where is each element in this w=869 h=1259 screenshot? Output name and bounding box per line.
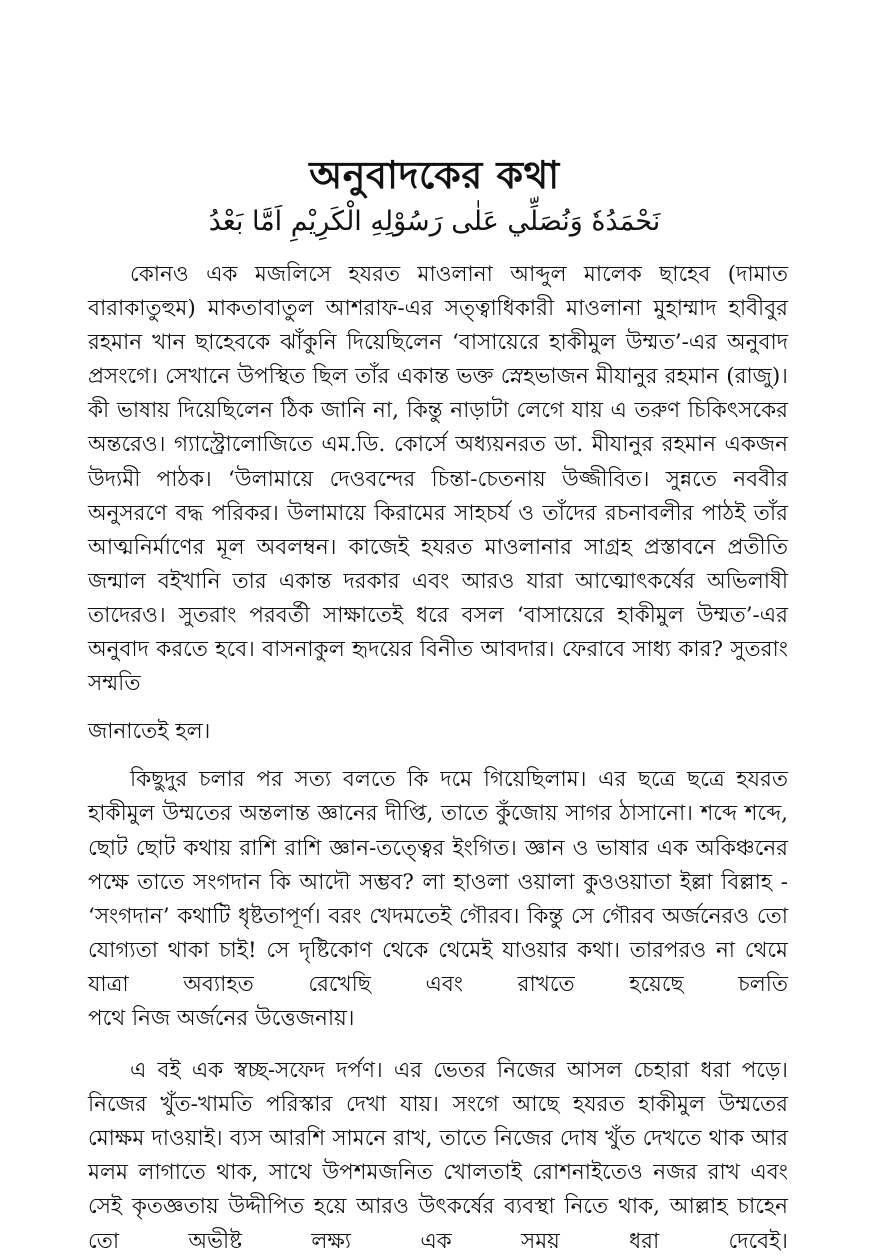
paragraph-2-text: কিছুদুর চলার পর সত্য বলতে কি দমে গিয়েছিলাম। এর ছত্রে ছত্রে হযরত হাকীমুল উম্মতের অন্তলান্ত জ্ঞানের দীপ্তি, তাতে কুঁজোয় সাগর ঠাসানো। শব্দে শব্দে, ছোট ছোট কথায় রাশি রাশি জ্ঞান-তত্ত্বের ইংগিত। জ্ঞান ও ভাষার এক অকিঞ্চনের পক্ষে তাতে সংগদান কি আদৌ সম্ভব? লা হাওলা ওয়ালা কুওওয়াতা ইল্লা বিল্লাহ - ‘সংগদান’ কথাটি ধৃষ্টতাপূর্ণ। বরং খেদমতেই গৌরব। কিন্তু সে গৌরব অর্জনেরও তো যোগ্যতা থাকা চাই! সে দৃষ্টিকোণ থেকে থেমেই যাওয়ার কথা। তারপরও না থেমে যাত্রা অব্যাহত রেখেছি এবং রাখতে হয়েছে চলতি	[88, 767, 788, 997]
page-title: অনুবাদকের কথা	[309, 152, 560, 197]
paragraph-3	[88, 1054, 788, 1259]
paragraph-1-last-line	[88, 715, 788, 749]
paragraph-2-last-line	[88, 1002, 788, 1036]
paragraph-2	[88, 763, 788, 1002]
paragraph-1	[88, 258, 788, 701]
body-text	[88, 258, 788, 1259]
arabic-invocation: نَحْمَدُهٗ وَنُصَلِّي عَلٰى رَسُوْلِهِ الْكَرِيْمِ اَمَّا بَعْدُ	[208, 206, 661, 237]
paragraph-3-text: এ বই এক স্বচ্ছ-সফেদ দর্পণ। এর ভেতর নিজের আসল চেহারা ধরা পড়ে। নিজের খুঁত-খামতি পরিস্কার দেখা যায়। সংগে আছে হযরত হাকীমুল উম্মতের মোক্ষম দাওয়াই। ব্যস আরশি সামনে রাখ, তাতে নিজের দোষ খুঁত দেখতে থাক আর মলম লাগাতে থাক, সাথে উপশমজনিত খোলতাই রোশনাইতেও নজর রাখ এবং সেই কৃতজ্ঞতায় উদ্দীপিত হয়ে আরও উৎকর্ষের ব্যবস্থা নিতে থাক, আল্লাহ চাহেন তো অভীষ্ট লক্ষ্য এক সময় ধরা দেবেই।	[88, 1058, 788, 1254]
paragraph-1-text: কোনও এক মজলিসে হযরত মাওলানা আব্দুল মালেক ছাহেব (দামাত বারাকাতুহুম) মাকতাবাতুল আশরাফ-এর সত্ত্বাধিকারী মাওলানা মুহাম্মাদ হাবীবুর রহমান খান ছাহেবকে ঝাঁকুনি দিয়েছিলেন ‘বাসায়েরে হাকীমুল উম্মত’-এর অনুবাদ প্রসংগে। সেখানে উপস্থিত ছিল তাঁর একান্ত ভক্ত স্নেহভাজন মীযানুর রহমান (রাজু)। কী ভাষায় দিয়েছিলেন ঠিক জানি না, কিন্তু নাড়াটা লেগে যায় এ তরুণ চিকিৎসকের অন্তরেও। গ্যাস্ট্রোলোজিতে এম.ডি. কোর্সে অধ্যয়নরত ডা. মীযানুর রহমান একজন উদ্যমী পাঠক। ‘উলামায়ে দেওবন্দের চিন্তা-চেতনায় উজ্জীবিত। সুন্নতে নববীর অনুসরণে বদ্ধ পরিকর। উলামায়ে কিরামের সাহচর্য ও তাঁদের রচনাবলীর পাঠই তাঁর আত্মনির্মাণের মূল অবলম্বন। কাজেই হযরত মাওলানার সাগ্রহ প্রস্তাবনে প্রতীতি জন্মাল বইখানি তার একান্ত দরকার এবং আরও যারা আত্মোৎকর্ষের অভিলাষী তাদেরও। সুতরাং পরবর্তী সাক্ষাতেই ধরে বসল ‘বাসায়েরে হাকীমুল উম্মত’-এর অনুবাদ করতে হবে। বাসনাকুল হৃদয়ের বিনীত আবদার। ফেরাবে সাধ্য কার? সুতরাং সম্মতি	[88, 262, 788, 697]
paragraph-2-last-line-text: পথে নিজ অর্জনের উত্তেজনায়।	[88, 1005, 355, 1031]
paragraph-1-last-line-text: জানাতেই হল।	[88, 719, 211, 745]
